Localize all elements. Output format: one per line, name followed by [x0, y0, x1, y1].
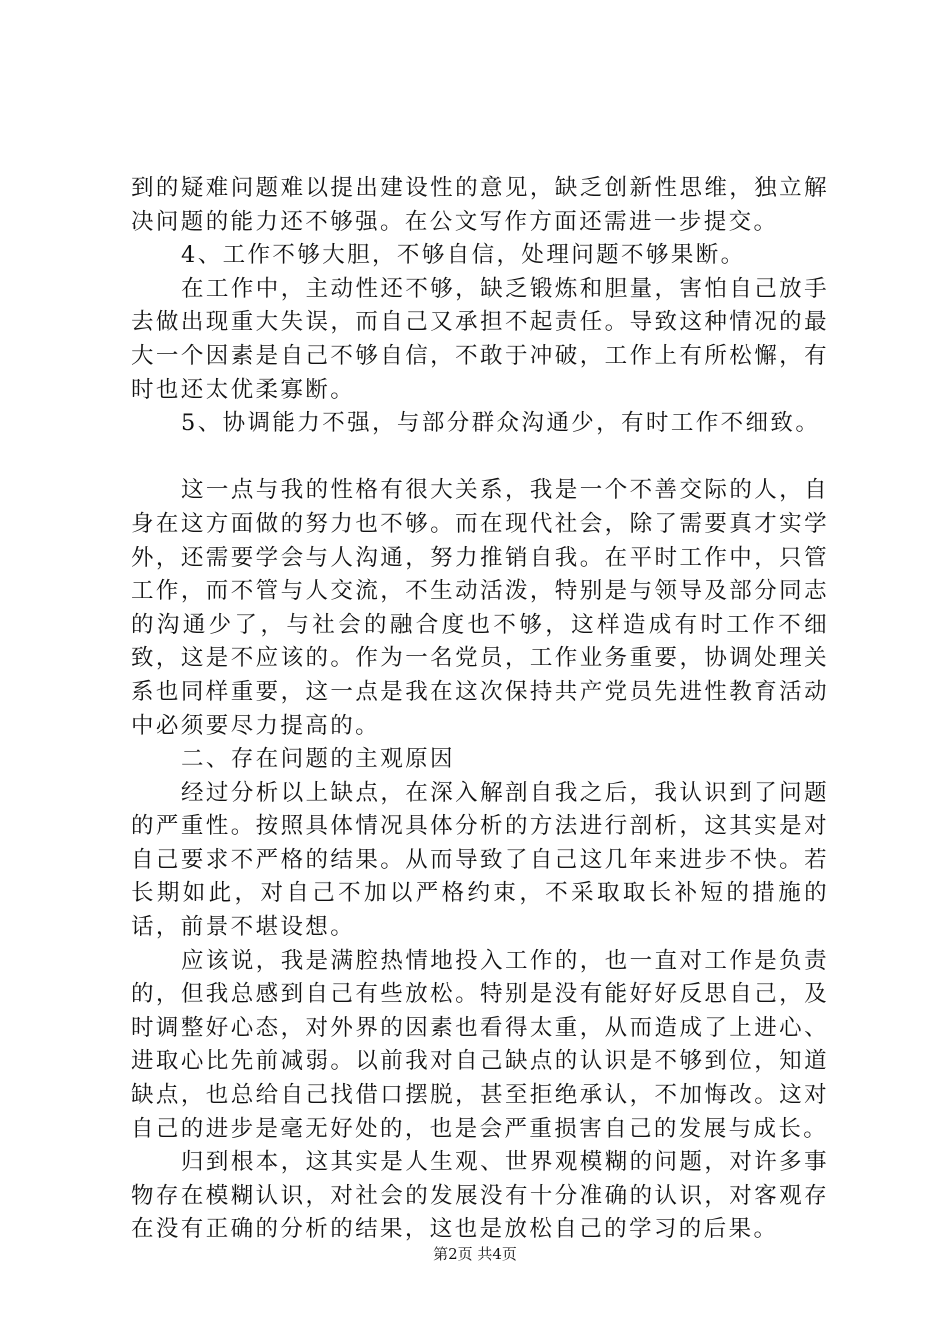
page-footer: 第2页 共4页	[433, 1245, 517, 1263]
paragraph: 这一点与我的性格有很大关系，我是一个不善交际的人，自身在这方面做的努力也不够。而在现代社会，除了需要真才实学外，还需要学会与人沟通，努力推销自我。在平时工作中，只管工作，而不管与人交流，不生动活泼，特别是与领导及部分同志的沟通少了，与社会的融合度也不够，这样造成有时工作不细致，这是不应该的。作为一名党员，工作业务重要，协调处理关系也同样重要，这一点是我在这次保持共产党员先进性教育活动中必须要尽力提高的。	[131, 477, 829, 739]
paragraph: 经过分析以上缺点，在深入解剖自我之后，我认识到了问题的严重性。按照具体情况具体分析的方法进行剖析，这其实是对自己要求不严格的结果。从而导致了自己这几年来进步不快。若长期如此，对自己不加以严格约束，不采取取长补短的措施的话，前景不堪设想。	[131, 779, 829, 941]
paragraph: 归到根本，这其实是人生观、世界观模糊的问题，对许多事物存在模糊认识，对社会的发展没有十分准确的认识，对客观存在没有正确的分析的结果，这也是放松自己的学习的后果。	[131, 1149, 829, 1243]
paragraph: 在工作中，主动性还不够，缺乏锻炼和胆量，害怕自己放手去做出现重大失误，而自己又承担不起责任。导致这种情况的最大一个因素是自己不够自信，不敢于冲破，工作上有所松懈，有时也还太优柔寡断。	[131, 275, 829, 403]
document-body	[131, 172, 829, 1247]
paragraph: 应该说，我是满腔热情地投入工作的，也一直对工作是负责的，但我总感到自己有些放松。特别是没有能好好反思自己，及时调整好心态，对外界的因素也看得太重，从而造成了上进心、进取心比先前减弱。以前我对自己缺点的认识是不够到位，知道缺点，也总给自己找借口摆脱，甚至拒绝承认，不加悔改。这对自己的进步是毫无好处的，也是会严重损害自己的发展与成长。	[131, 947, 829, 1142]
item-4-heading: 4、工作不够大胆，不够自信，处理问题不够果断。	[181, 242, 746, 269]
section-heading: 二、存在问题的主观原因	[181, 746, 455, 773]
paragraph-continued: 到的疑难问题难以提出建设性的意见，缺乏创新性思维，独立解决问题的能力还不够强。在公文写作方面还需进一步提交。	[131, 175, 829, 235]
blank-line	[131, 441, 829, 475]
item-5-heading: 5、协调能力不强，与部分群众沟通少，有时工作不细致。	[181, 410, 821, 437]
